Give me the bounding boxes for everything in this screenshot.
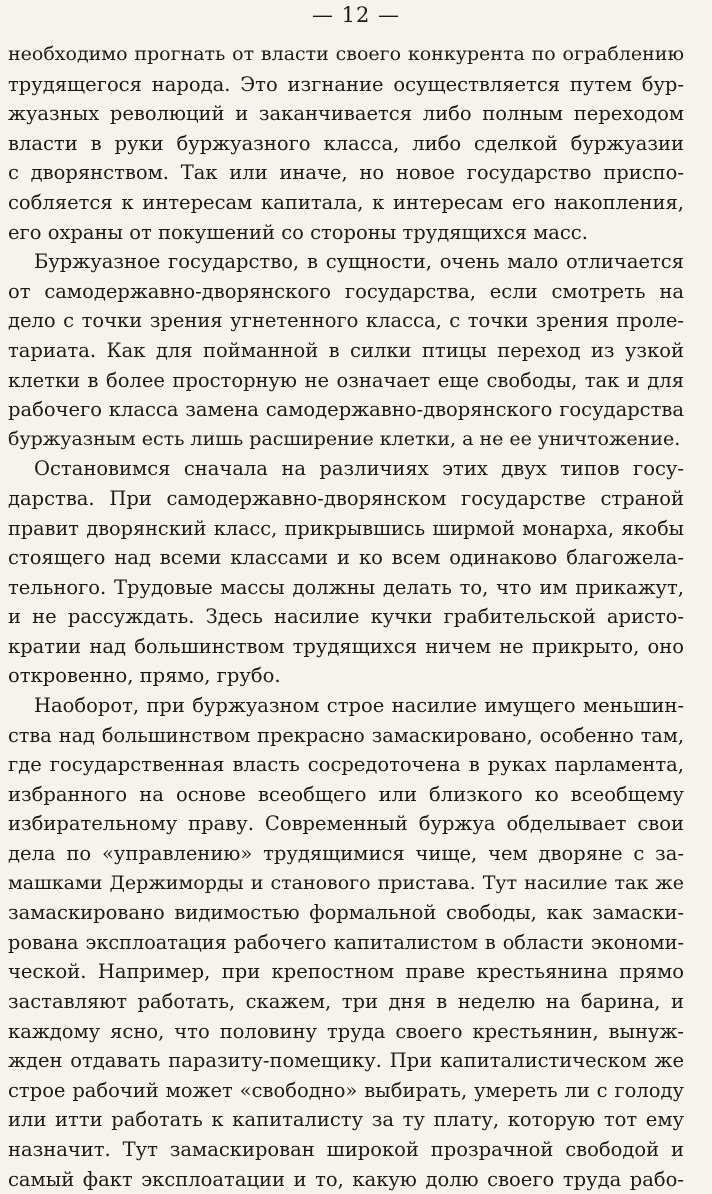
text-line: строе рабочий может «свободно» выбирать, умереть ли с голоду — [8, 1078, 684, 1102]
text-line: власти в руки буржуазного класса, либо сделкой буржуазии — [8, 131, 684, 155]
text-line: необходимо прогнать от власти своего конкурента по ограблению — [8, 43, 684, 65]
text-line: клетки в более просторную не означает еще свободы, так и для — [8, 368, 684, 392]
text-line: жден отдавать паразиту-помещику. При капиталистическом же — [8, 1049, 684, 1073]
text-line: откровенно, прямо, грубо. — [8, 664, 281, 688]
text-line: тариата. Как для пойманной в силки птицы переход из узкой — [8, 338, 684, 362]
text-line: правит дворянский класс, прикрывшись ширмой монарха, якобы — [8, 516, 684, 540]
text-line: назначит. Тут замаскирован широкой прозрачной свободой и — [8, 1137, 684, 1161]
text-line: заставляют работать, скажем, три дня в неделю на барина, и — [8, 990, 684, 1013]
text-line: буржуазным есть лишь расширение клетки, а не ее уничтожение. — [8, 427, 681, 450]
text-line: от самодержавно-дворянского государства, если смотреть на — [8, 279, 684, 303]
text-line: или итти работать к капиталисту за ту плату, которую тот ему — [8, 1108, 684, 1132]
page-number: — 12 — — [311, 3, 401, 27]
body-text — [8, 40, 684, 1194]
text-line: рабочего класса замена самодержавно-дворянского государства — [8, 398, 684, 422]
text-line: дарства. При самодержавно-дворянском государстве страной — [8, 486, 684, 510]
text-line: Наоборот, при буржуазном строе насилие имущего меньшин- — [34, 694, 684, 718]
text-line: замаскировано видимостью формальной свободы, как замаски- — [8, 901, 684, 925]
text-line: дела по «управлению» трудящимися чище, чем дворяне с за- — [8, 842, 684, 866]
text-line: жуазных революций и заканчивается либо полным переходом — [8, 102, 684, 126]
text-line: стоящего над всеми классами и ко всем одинаково благожела- — [8, 546, 684, 570]
text-line: рована эксплоатация рабочего капиталистом в области экономи- — [8, 930, 684, 954]
text-line: собляется к интересам капитала, к интересам его накопления, — [8, 190, 684, 214]
text-line: и не рассуждать. Здесь насилие кучки грабительской аристо- — [8, 605, 684, 629]
text-line: трудящегося народа. Это изгнание осуществляется путем бур- — [8, 72, 684, 96]
text-line: избранного на основе всеобщего или близкого ко всеобщему — [8, 782, 684, 806]
text-line: избирательному праву. Современный буржуа обделывает свои — [8, 812, 684, 836]
text-line: его охраны от покушений со стороны трудящихся масс. — [8, 220, 588, 244]
text-line: с дворянством. Так или иначе, но новое государство приспо- — [8, 161, 684, 185]
text-line: самый факт эксплоатации и то, какую долю своего труда рабо- — [8, 1167, 684, 1191]
text-line: кратии над большинством трудящихся ничем не прикрыто, оно — [8, 634, 684, 658]
text-line: тельного. Трудовые массы должны делать то, что им прикажут, — [8, 575, 684, 599]
text-line: ства над большинством прекрасно замаскировано, особенно там, — [8, 723, 684, 747]
text-line: Остановимся сначала на различиях этих двух типов госу- — [34, 457, 684, 481]
text-line: где государственная власть сосредоточена в руках парламента, — [8, 753, 684, 777]
text-line: Буржуазное государство, в сущности, очень мало отличается — [34, 250, 684, 274]
text-line: дело с точки зрения угнетенного класса, с точки зрения проле- — [8, 309, 684, 333]
text-line: ческой. Например, при крепостном праве крестьянина прямо — [8, 960, 684, 984]
text-line: машками Держиморды и станового пристава. Тут насилие так же — [8, 871, 684, 894]
text-line: каждому ясно, что половину труда своего крестьянин, вынуж- — [8, 1019, 684, 1043]
